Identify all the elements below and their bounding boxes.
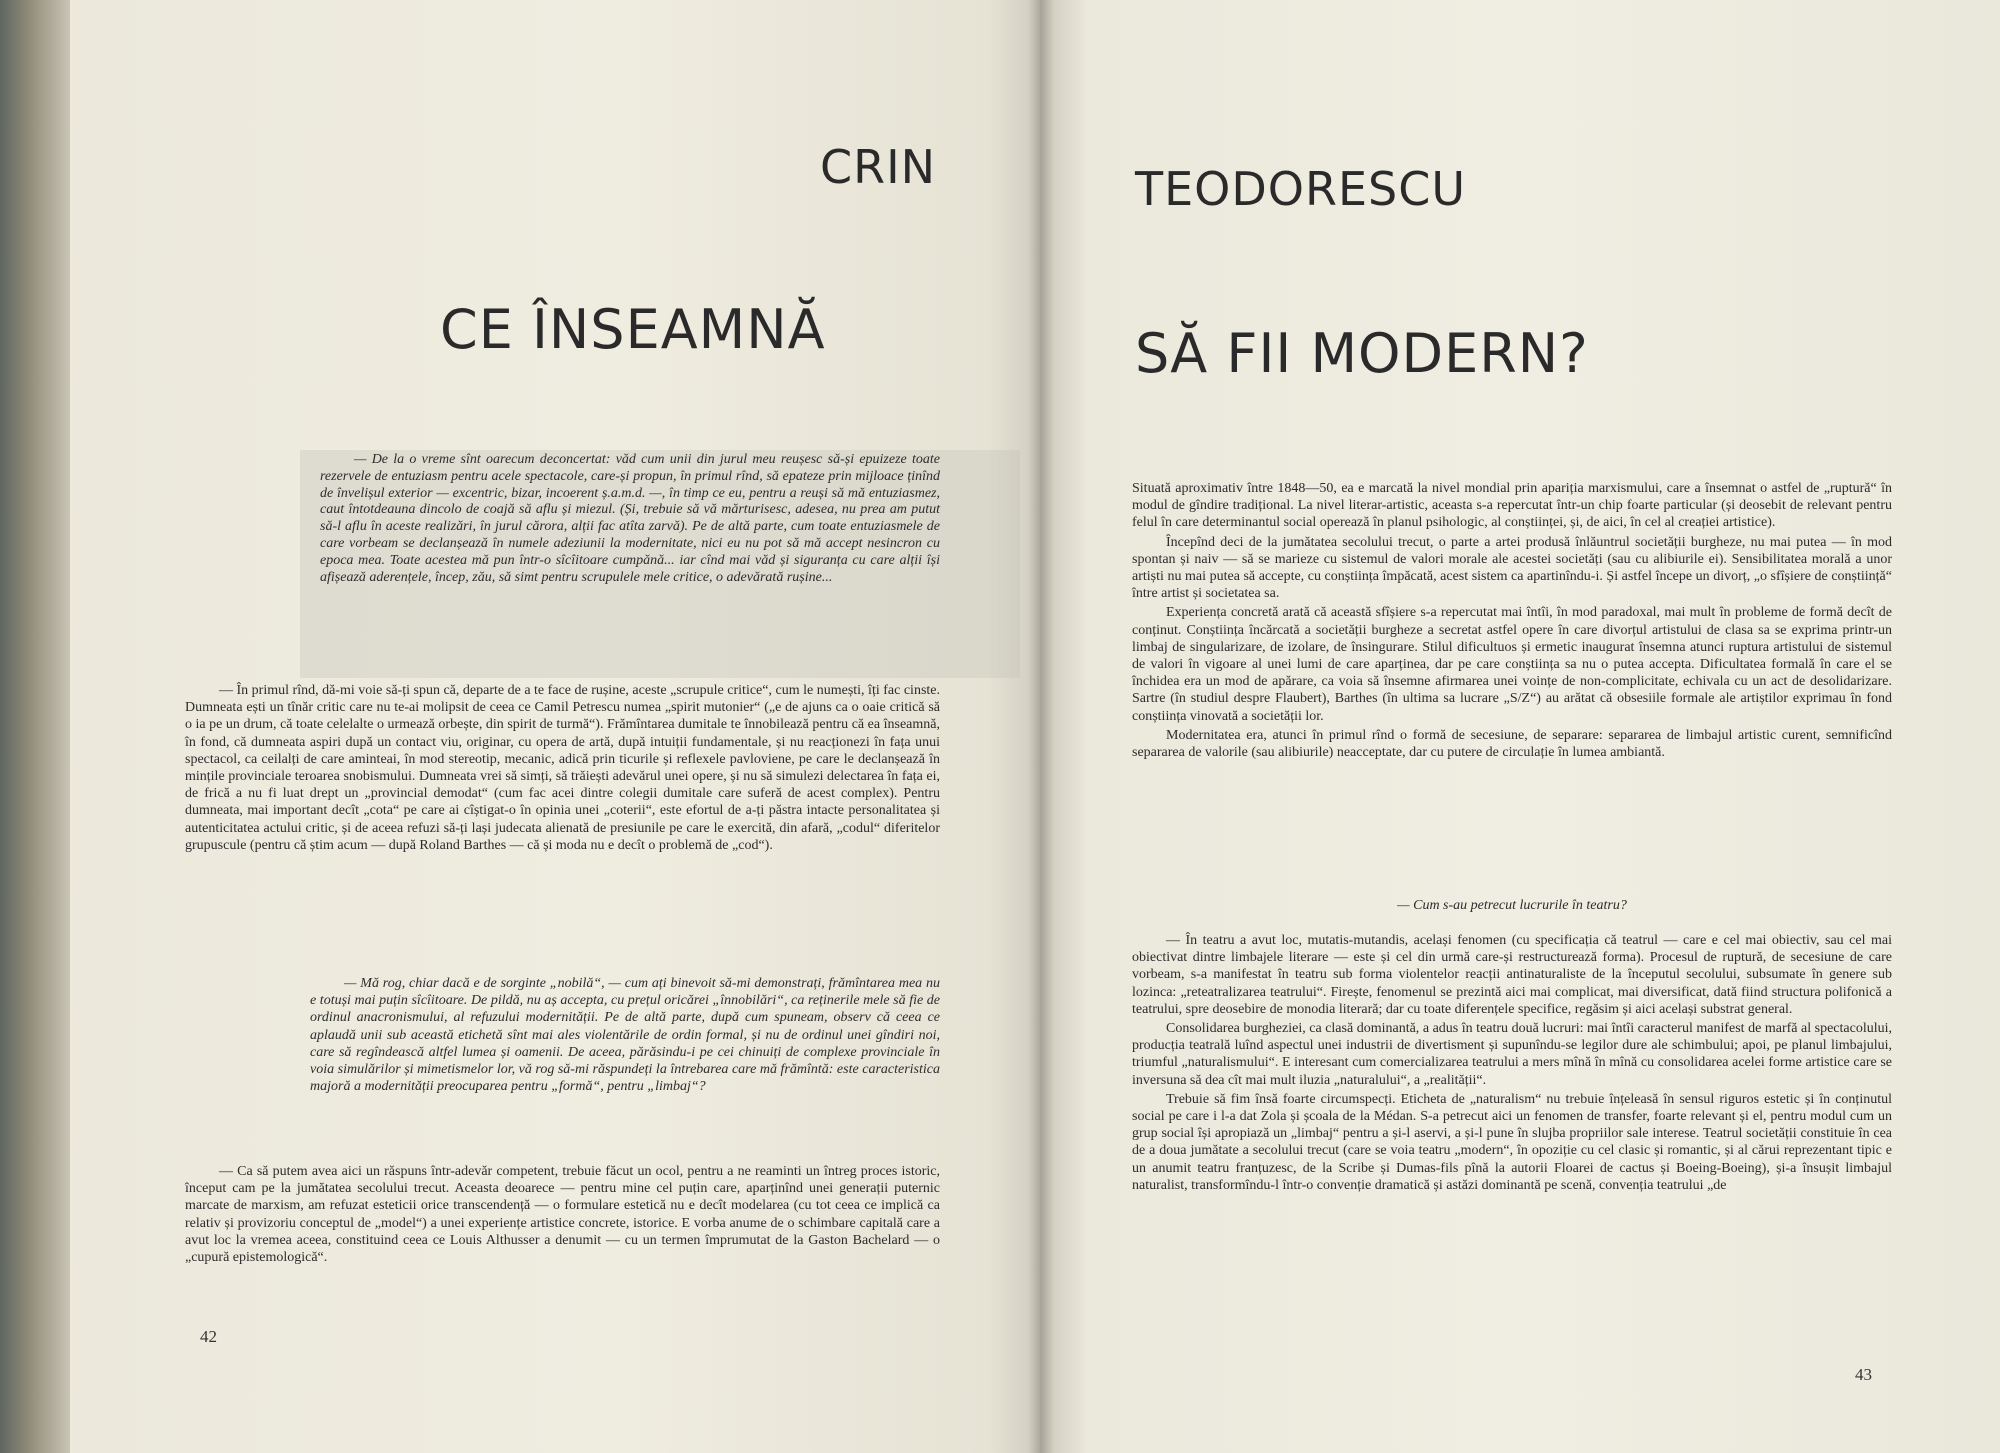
answer-2-text: — Ca să putem avea aici un răspuns într-adevăr competent, trebuie făcut un ocol, pentru a ne reaminti un întreg proces istoric, început cam pe la jumătatea secolului trecut. Aceasta deoarece — pentru mine cel puțin care, aparținînd unei generații puternic marcate de marxism, am refuzat esteticii orice transcendență — o formulare estetică nu e decît modelarea (cu tot ceea ce implică ca relativ și provizoriu conceptul de „model“) a unei experiențe artistice concrete, istorice. E vorba anume de o schimbare capitală care a avut loc la vremea aceea, constituind ceea ce Louis Althusser a denumit — cu un termen împrumutat de la Gaston Bachelard — o „cupură epistemologică“.: [185, 1164, 940, 1266]
left-body: [185, 682, 940, 856]
right-paragraph-1: Situată aproximativ între 1848—50, ea e marcată la nivel mondial prin apariția marxismului, care a însemnat o astfel de „ruptură“ în modul de gîndire tradițional. La nivel literar-artistic, aceasta s-a repercutat într-un chip foarte particular (și deosebit de relevant pentru felul în care determinantul social operează în planul psihologic, al conștiinței, și, de aici, în cel al creației artistice).: [1132, 481, 1892, 531]
right-body: [1132, 480, 1892, 763]
title-ce-inseamna: CE ÎNSEAMNĂ: [440, 298, 826, 361]
right-paragraph-5: — În teatru a avut loc, mutatis-mutandis, același fenomen (cu specificația că teatrul — care e cel mai obiectiv, sau cel mai obiectivat dintre limbajele literare — este și cel din urmă care-și restructurează forma). Procesul de ruptură, de secesiune de care vorbeam, s-a manifestat în teatru sub forma violentelor reacții antinaturaliste de la începutul secolului, subsumate în genere sub lozinca: „reteatralizarea teatrului“. Firește, fenomenul se prezintă aici mai complicat, mai diversificat, dată fiind structura polifonică a teatrului, spre deosebire de monodia literară; dar cu toate diferențele specifice, regăsim și aici același substrat general.: [1132, 933, 1892, 1017]
answer-2: [185, 1163, 940, 1268]
question-2-text: — Mă rog, chiar dacă e de sorginte „nobilă“, — cum ați binevoit să-mi demonstrați, frămîntarea mea nu e totuși mai puțin sîcîitoare. De pildă, nu aș accepta, cu prețul oricărei „înnobilări“, ca reținerile mele să fie de ordinul anacronismului, al refuzului modernității. Pe de altă parte, după cum spuneam, observ că ceea ce aplaudă unii sub această etichetă sînt mai ales violentările de ordin formal, și nu de ordinul unei gîndiri noi, care să regîndească altfel lumea și oamenii. De aceea, părăsindu-i pe cei chinuiți de complexe provinciale în voia simulărilor și mimetismelor lor, vă rog să-mi răspundeți la întrebarea care mă frămîntă: este caracteristica majoră a modernității preocuparea pentru „formă“, pentru „limbaj“?: [310, 976, 940, 1095]
question-theatre: — Cum s-au petrecut lucrurile în teatru?: [1397, 898, 1627, 913]
right-paragraph-2: Începînd deci de la jumătatea secolului trecut, o parte a artei produsă înlăuntrul societății burgheze, nu mai putea — în mod spontan și naiv — să se marieze cu sistemul de valori morale ale acestei societăți (sau cu alibiurile ei). Sensibilitatea morală a unor artiști nu mai putea să accepte, cu conștiința împăcată, acest sistem ca apartinîndu-i. Și astfel începe un divorț, „o sfîșiere de conștiință“ între artist și societatea sa.: [1132, 534, 1892, 602]
page-number-left: 42: [200, 1327, 217, 1346]
left-cover-edge: [0, 0, 70, 1453]
title-sa-fii-modern: SĂ FII MODERN?: [1135, 322, 1589, 385]
right-page: [1040, 0, 2000, 1453]
right-paragraph-6: Consolidarea burgheziei, ca clasă dominantă, a adus în teatru două lucruri: mai întîi caracterul manifest de marfă al spectacolului, producția teatrală luînd aspectul unei industrii de divertisment și supunîndu-se legilor dure ale schimbului; apoi, pe planul limbajului, triumful „naturalismului“. E interesant cum comercializarea teatrului a mers mînă în mînă cu consolidarea acelei forme artistice care se inversuna să dea cît mai mult iluzia „naturalului“, a „realității“.: [1132, 1021, 1892, 1088]
intro-question: [320, 452, 940, 588]
book-gutter: [1028, 0, 1054, 1453]
right-paragraph-7: Trebuie să fim însă foarte circumspecți. Eticheta de „naturalism“ nu trebuie înțeleasă în sensul riguros estetic și în conținutul social pe care i l-a dat Zola și școala de la Médan. S-a petrecut aici un fenomen de transfer, foarte relevant și el, pentru modul cum un grup social își apropiază un „limbaj“ pentru a și-l aservi, a și-l pune în slujba propriilor sale interese. Teatrul societății constituie în cea de a doua jumătate a secolului trecut (care se voia teatru „modern“, în opoziție cu cel clasic și romantic, și al cărui reprezentant tipic e un anumit teatru franțuzesc, de la Scribe și Dumas-fils pînă la autorii Floarei de cactus și Boeing-Boeing), și-a însușit limbajul naturalist, transformîndu-l într-o convenție dramatică și astăzi dominantă pe scenă, convenția teatrului „de: [1132, 1091, 1892, 1193]
title-crin: CRIN: [820, 140, 937, 194]
title-teodorescu: TEODORESCU: [1135, 162, 1467, 216]
right-paragraph-3: Experiența concretă arată că această sfîșiere s-a repercutat mai întîi, în mod paradoxal, mai mult în probleme de formă decît de conținut. Conștiința încărcată a societății burgheze a secretat astfel opere în care divorțul artistului de clasa sa se exprima printr-un limbaj de singularizare, de izolare, de însingurare. Stilul dificultuos și ermetic inaugurat însemna atunci ruptura artistului de sistemul de valori în vigoare al unei lumi de care aparținea, dar pe care conștiința sa nu o putea accepta. Dificultatea formală în care el se închidea era un mod de apărare, ca voia să însemne afirmarea unei voințe de non-complicitate, echivala cu un act de desolidarizare. Sartre (în studiul despre Flaubert), Barthes (în ultima sa lucrare „S/Z“) au arătat că obsesiile formale ale artiștilor exprimau în fond conștiința vinovată a societății lor.: [1132, 605, 1892, 724]
page-number-right: 43: [1855, 1365, 1872, 1384]
right-body-2: [1132, 932, 1892, 1196]
right-paragraph-4: Modernitatea era, atunci în primul rînd o formă de secesiune, de separare: separarea de limbajul artistic curent, semnificînd separarea de valorile (sau alibiurile) neacceptate, dar cu putere de circulație în lumea ambiantă.: [1132, 727, 1892, 761]
question-2: [310, 975, 940, 1097]
answer-paragraph-1: — În primul rînd, dă-mi voie să-ți spun că, departe de a te face de rușine, aceste „scrupule critice“, cum le numești, îți fac cinste. Dumneata ești un tînăr critic care nu te-ai molipsit de ceea ce Camil Petrescu numea „spirit mutonier“ („e de ajuns ca o oaie critică să o ia pe un drum, că toate celelalte o urmează orbește, din spirit de turmă“). Frămîntarea dumitale te înnobilează pentru că ea înseamnă, în fond, că dumneata aspiri după un contact viu, originar, cu opera de artă, după intuiții fundamentale, și nu reacționezi în fața unui spectacol, ca ceilalți de care aminteai, în mod stereotip, mecanic, adică prin ticurile și reflexele pavloviene, pe care le declanșează în mințile provinciale teroarea snobismului. Dumneata vrei să simți, să trăiești adevărul unei opere, și nu să simulezi delectarea în fața ei, de frică a nu fi luat drept un „provincial demodat“ (cum fac acei dintre colegii dumitale care suferă de acest complex). Pentru dumneata, mai important decît „cota“ pe care ai cîștigat-o în opinia unei „coterii“, este efortul de a-ți păstra intacte personalitatea și autenticitatea actului critic, și de aceea refuzi să-ți lași judecata alienată de presiunile pe care le exercită, din afară, „codul“ diferitelor grupuscule (pentru că știm acum — după Roland Barthes — că și moda nu e decît o problemă de „cod“).: [185, 683, 940, 853]
intro-paragraph: — De la o vreme sînt oarecum deconcertat: văd cum unii din jurul meu reușesc să-și epuizeze toate rezervele de entuziasm pentru acele spectacole, care-și propun, în primul rînd, să epateze prin mijloace ținînd de învelișul exterior — excentric, bizar, incoerent ș.a.m.d. —, în timp ce eu, pentru a reuși să mă entuziasmez, caut întotdeauna dincolo de coajă să aflu și miezul. (Și, trebuie să vă mărturisesc, adesea, nu prea am putut să-l aflu în aceste realizări, în jurul cărora, alții fac atîta zarvă). Pe de altă parte, cum toate entuziasmele de care vorbeam se declanșează în numele adeziunii la modernitate, nici eu nu pot să mă accept nesincron cu epoca mea. Toate acestea mă pun într-o sîcîitoare cumpănă... iar cînd mai văd și siguranța cu care alții își afișează aderențele, încep, zău, să simt pentru scrupulele mele critice, o adevărată rușine...: [320, 452, 940, 585]
